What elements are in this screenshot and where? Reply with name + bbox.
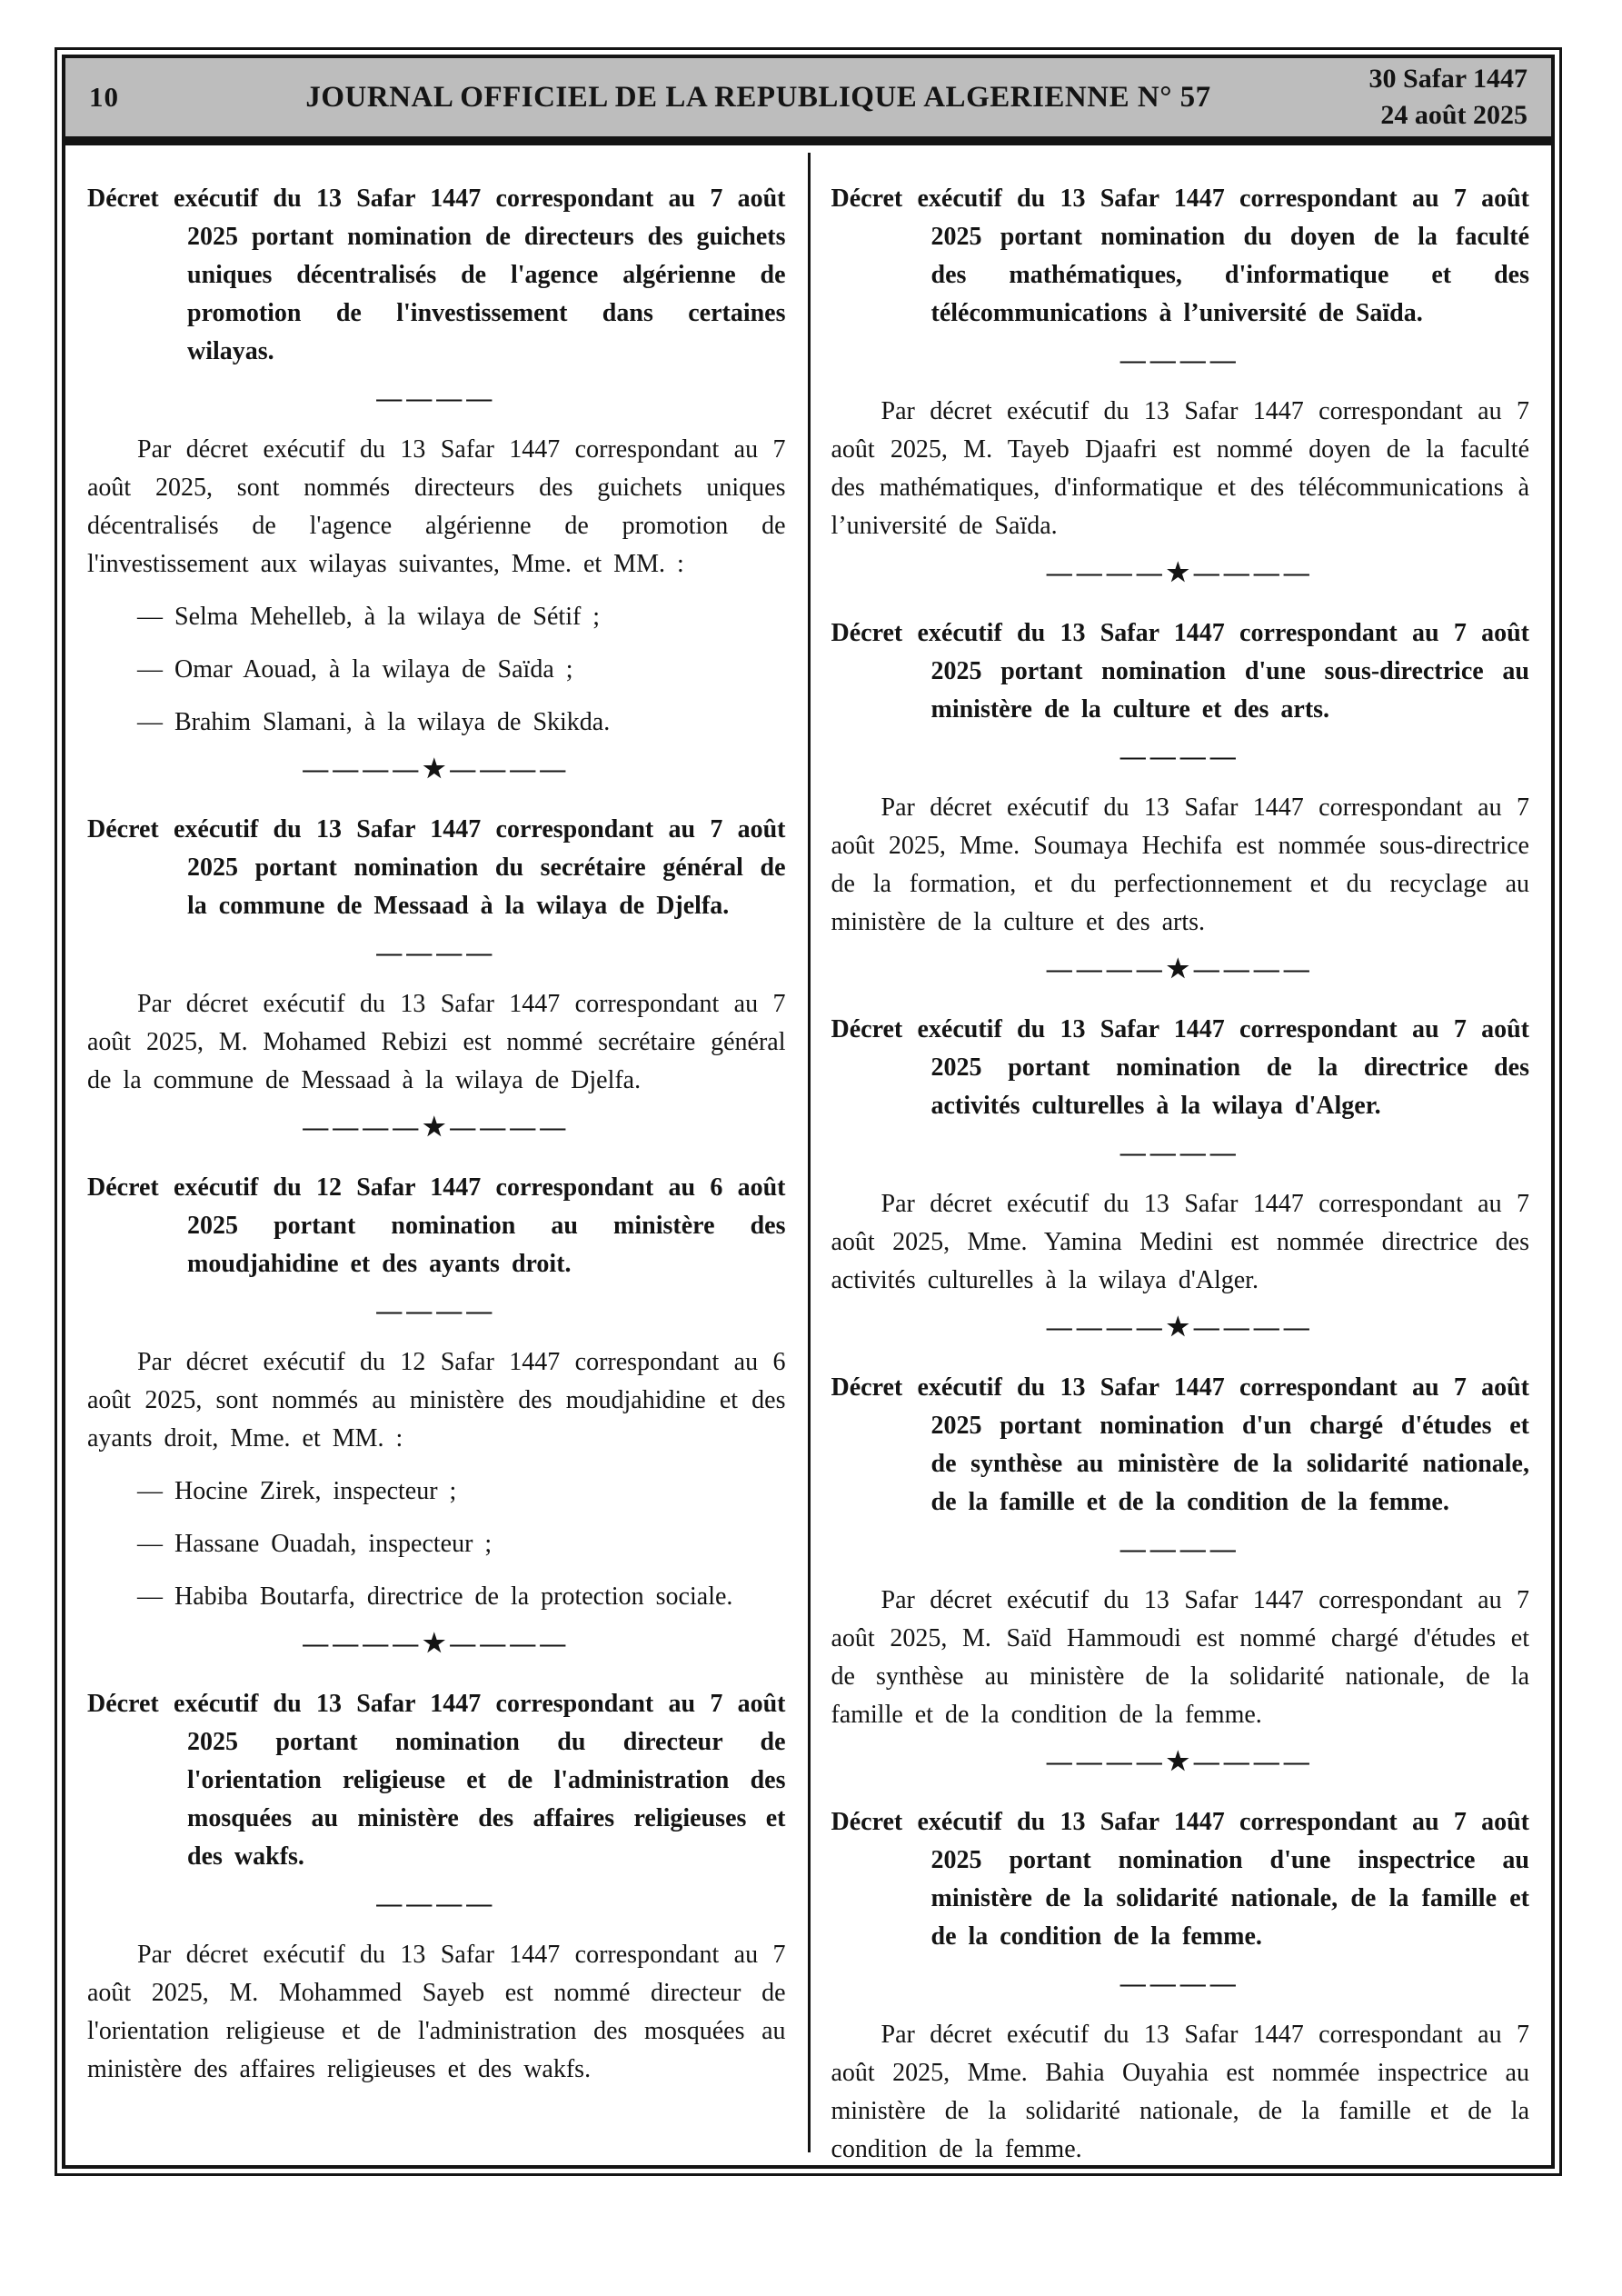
decree-paragraph: Par décret exécutif du 13 Safar 1447 correspondant au 7 août 2025, M. Mohamed Rebizi est nommé secrétaire général de la commune de Messaad à la wilaya de Djelfa. [87, 990, 786, 1094]
decree-paragraph: Par décret exécutif du 13 Safar 1447 correspondant au 7 août 2025, M. Mohammed Sayeb est nommé directeur de l'orientation religieuse et de l'administration des mosquées au ministère des affaires religieuses et des wakfs. [87, 1941, 786, 2083]
separator-star: ————★———— [1046, 559, 1314, 587]
decree-paragraph: Par décret exécutif du 13 Safar 1447 correspondant au 7 août 2025, Mme. Bahia Ouyahia est nommée inspectrice au ministère de la solidarité nationale, de la famille et de la condition de la femme. [831, 2021, 1529, 2163]
separator-dashes: ———— [1119, 1970, 1240, 1998]
decree-heading: Décret exécutif du 13 Safar 1447 correspondant au 7 août 2025 portant nomination de la directrice des activités culturelles à la wilaya d'Alger. [831, 1015, 1529, 1120]
header-dates [1291, 61, 1527, 134]
nomination-item: — Habiba Boutarfa, directrice de la protection sociale. [137, 1582, 733, 1611]
decree-heading: Décret exécutif du 13 Safar 1447 correspondant au 7 août 2025 portant nomination d'une inspectrice au ministère de la solidarité nationale, de la famille et de la condition de la femme. [831, 1808, 1529, 1951]
page-number: 10 [89, 81, 119, 113]
decree-paragraph: Par décret exécutif du 13 Safar 1447 correspondant au 7 août 2025, Mme. Soumaya Hechifa est nommée sous-directrice de la formation, et du perfectionnement et du recyclage au ministère de la culture et des arts. [831, 794, 1529, 936]
separator-dashes: ———— [376, 1890, 497, 1918]
separator-star: ————★———— [303, 755, 571, 784]
column-right [831, 180, 1530, 2169]
decree-paragraph: Par décret exécutif du 12 Safar 1447 correspondant au 6 août 2025, sont nommés au ministère des moudjahidine et des ayants droit, Mme. et MM. : [87, 1348, 786, 1452]
separator-star: ————★———— [1046, 955, 1314, 983]
date-hijri: 30 Safar 1447 [1368, 64, 1527, 94]
separator-star: ————★———— [1046, 1313, 1314, 1342]
page-header-band [65, 58, 1551, 145]
nomination-item: — Selma Mehelleb, à la wilaya de Sétif ; [137, 603, 601, 631]
nomination-item: — Brahim Slamani, à la wilaya de Skikda. [137, 708, 611, 736]
separator-dashes: ———— [376, 384, 497, 413]
decree-heading: Décret exécutif du 13 Safar 1447 correspondant au 7 août 2025 portant nomination du doyen de la faculté des mathématiques, d'informatique et des télécommunications à l’université de Saïda. [831, 185, 1529, 327]
page-frame-outer [55, 47, 1562, 2176]
journal-title: JOURNAL OFFICIEL DE LA REPUBLIQUE ALGERIENNE N° 57 [305, 80, 1211, 114]
decree-paragraph: Par décret exécutif du 13 Safar 1447 correspondant au 7 août 2025, sont nommés directeurs des guichets uniques décentralisés de l'agence algérienne de promotion de l'investissement aux wilayas suivantes, Mme. et MM. : [87, 435, 786, 578]
decree-heading: Décret exécutif du 13 Safar 1447 correspondant au 7 août 2025 portant nomination de directeurs des guichets uniques décentralisés de l'agence algérienne de promotion de l'investissement dans certaines wilayas. [87, 185, 786, 365]
separator-dashes: ———— [1119, 743, 1240, 771]
separator-star: ————★———— [303, 1630, 571, 1658]
separator-star: ————★———— [1046, 1748, 1314, 1776]
decree-heading: Décret exécutif du 13 Safar 1447 correspondant au 7 août 2025 portant nomination du secrétaire général de la commune de Messaad à la wilaya de Djelfa. [87, 815, 786, 920]
page-frame-inner [62, 55, 1555, 2169]
decree-heading: Décret exécutif du 13 Safar 1447 correspondant au 7 août 2025 portant nomination d'une sous-directrice au ministère de la culture et des arts. [831, 619, 1529, 724]
separator-dashes: ———— [1119, 1535, 1240, 1563]
decree-heading: Décret exécutif du 13 Safar 1447 correspondant au 7 août 2025 portant nomination du directeur de l'orientation religieuse et de l'administration des mosquées au ministère des affaires religieuses et des wakfs. [87, 1690, 786, 1871]
column-divider-rule [808, 153, 811, 2152]
separator-dashes: ———— [376, 939, 497, 967]
decree-paragraph: Par décret exécutif du 13 Safar 1447 correspondant au 7 août 2025, Mme. Yamina Medini est nommée directrice des activités culturelles à la wilaya d'Alger. [831, 1190, 1529, 1294]
decree-paragraph: Par décret exécutif du 13 Safar 1447 correspondant au 7 août 2025, M. Saïd Hammoudi est nommé chargé d'études et de synthèse au ministère de la solidarité nationale, de la famille et de la condition de la femme. [831, 1586, 1529, 1729]
nomination-item: — Hassane Ouadah, inspecteur ; [137, 1530, 493, 1558]
page-content [65, 145, 1551, 2169]
separator-dashes: ———— [1119, 346, 1240, 374]
column-left [87, 180, 786, 2169]
decree-paragraph: Par décret exécutif du 13 Safar 1447 correspondant au 7 août 2025, M. Tayeb Djaafri est nommé doyen de la faculté des mathématiques, d'informatique et des télécommunications à l’université de Saïda. [831, 397, 1529, 540]
decree-heading: Décret exécutif du 13 Safar 1447 correspondant au 7 août 2025 portant nomination d'un chargé d'études et de synthèse au ministère de la solidarité nationale, de la famille et de la condition de la femme. [831, 1373, 1529, 1516]
separator-dashes: ———— [1119, 1139, 1240, 1167]
separator-dashes: ———— [376, 1297, 497, 1325]
date-gregorian: 24 août 2025 [1380, 100, 1527, 130]
decree-heading: Décret exécutif du 12 Safar 1447 correspondant au 6 août 2025 portant nomination au ministère des moudjahidine et des ayants droit. [87, 1173, 786, 1278]
nomination-item: — Omar Aouad, à la wilaya de Saïda ; [137, 655, 573, 684]
separator-star: ————★———— [303, 1113, 571, 1142]
nomination-item: — Hocine Zirek, inspecteur ; [137, 1477, 457, 1505]
